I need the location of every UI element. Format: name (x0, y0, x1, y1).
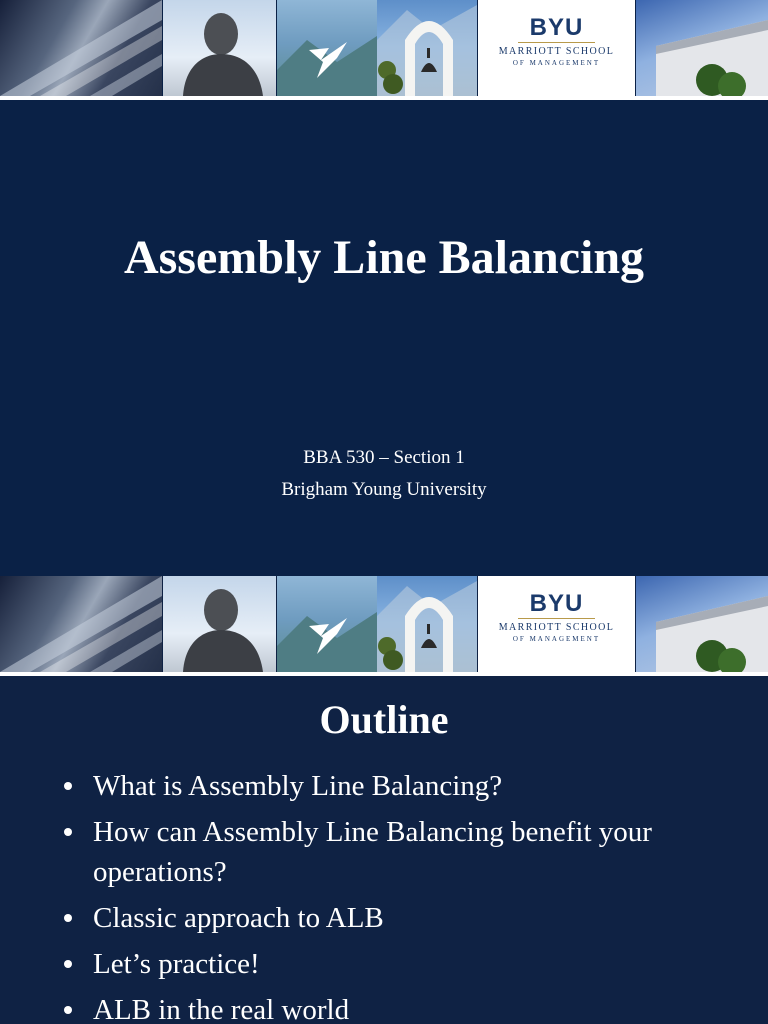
bullet-icon (64, 960, 72, 968)
outline-slide (0, 576, 768, 1024)
trees-building-photo (636, 576, 768, 672)
logo-school-name: MARRIOTT SCHOOL (498, 46, 615, 57)
slide-title: Assembly Line Balancing (123, 231, 645, 284)
logo-divider (518, 618, 595, 619)
building-photo (0, 0, 162, 96)
statue-photo (163, 0, 276, 96)
list-item (62, 944, 702, 984)
bullet-icon (64, 828, 72, 836)
course-label: BBA 530 – Section 1 (303, 447, 465, 468)
banner-divider (0, 672, 768, 676)
statue-photo (163, 576, 276, 672)
list-item-text: What is Assembly Line Balancing? (93, 770, 503, 802)
list-item-text: Let’s practice! (93, 948, 260, 980)
university-label: Brigham Young University (281, 479, 487, 500)
bullet-icon (64, 782, 72, 790)
list-item (62, 766, 702, 806)
header-banner (0, 576, 768, 672)
building-photo (0, 576, 162, 672)
header-banner (0, 0, 768, 96)
mountain-y-photo (277, 576, 377, 672)
bell-tower-photo (377, 0, 477, 96)
logo-school-subtitle: OF MANAGEMENT (512, 635, 601, 643)
list-item-text: How can Assembly Line Balancing benefit your operations? (93, 816, 652, 888)
bell-tower-photo (377, 576, 477, 672)
list-item (62, 812, 702, 892)
logo-byu-text: BYU (529, 590, 584, 617)
mountain-y-photo (277, 0, 377, 96)
logo-school-subtitle: OF MANAGEMENT (512, 59, 601, 67)
banner-divider (0, 96, 768, 100)
logo-byu-text: BYU (529, 14, 584, 41)
list-item-text: Classic approach to ALB (93, 902, 384, 934)
bullet-icon (64, 914, 72, 922)
byu-marriott-logo (478, 576, 635, 672)
list-item (62, 898, 702, 938)
outline-list (62, 766, 702, 1024)
trees-building-photo (636, 0, 768, 96)
outline-title: Outline (319, 697, 449, 742)
logo-school-name: MARRIOTT SCHOOL (498, 622, 615, 633)
bullet-icon (64, 1006, 72, 1014)
list-item-text: ALB in the real world (93, 994, 350, 1024)
byu-marriott-logo (478, 0, 635, 96)
logo-divider (518, 42, 595, 43)
list-item (62, 990, 702, 1024)
